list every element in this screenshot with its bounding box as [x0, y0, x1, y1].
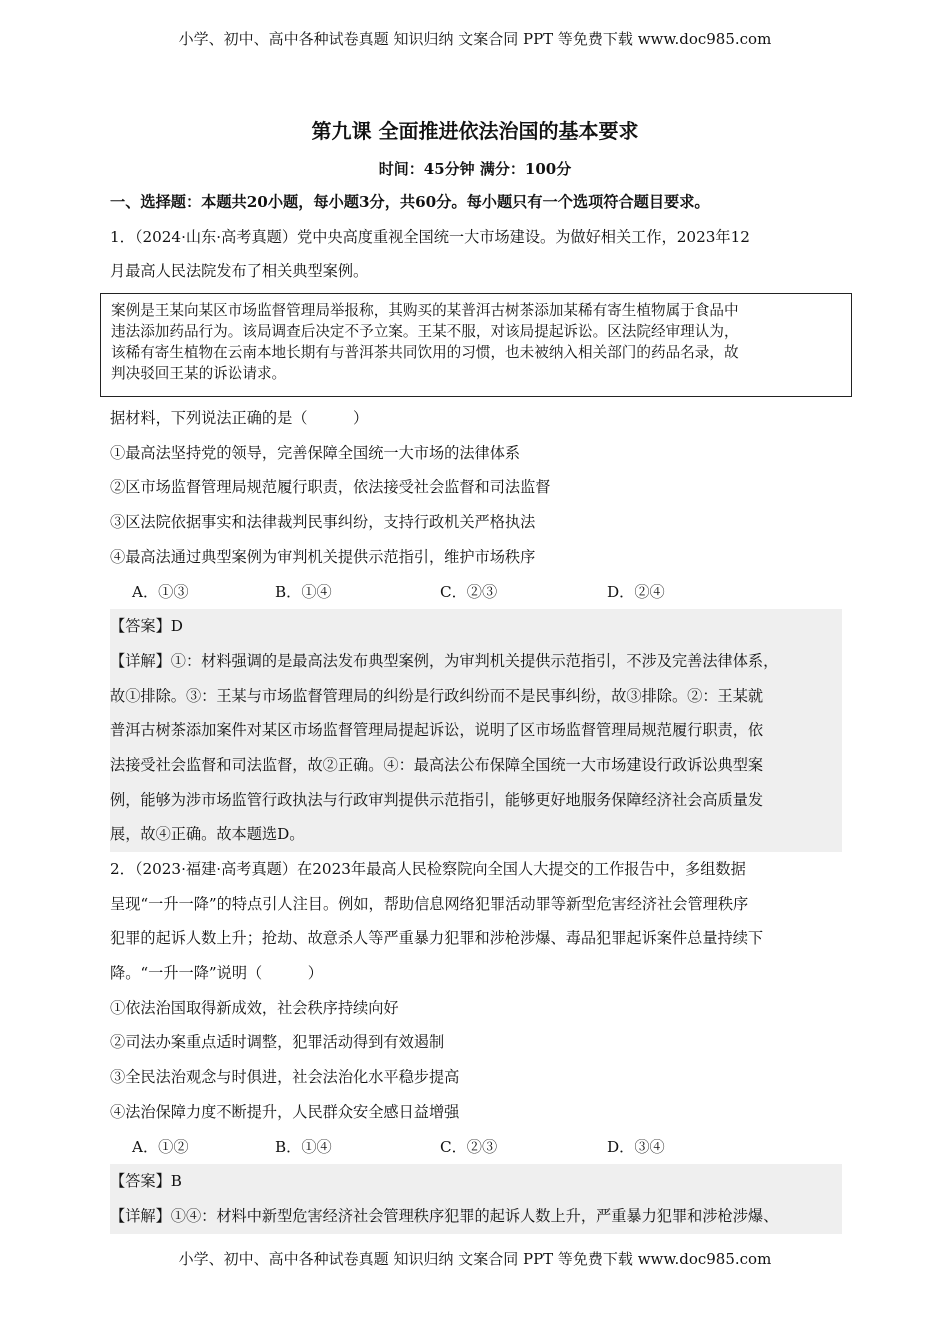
material-line: 案例是王某向某区市场监督管理局举报称，其购买的某普洱古树茶添加某稀有寄生植物属于食品中	[111, 302, 739, 320]
page-footer: 小学、初中、高中各种试卷真题 知识归纳 文案合同 PPT 等免费下载 www.doc985.com	[178, 1250, 772, 1268]
question-stem: 2．（2023·福建·高考真题）在2023年最高人民检察院向全国人大提交的工作报告中，多组数据	[110, 860, 746, 878]
answer-section	[110, 1164, 842, 1233]
question-stem: 1．（2024·山东·高考真题）党中央高度重视全国统一大市场建设。为做好相关工作，2023年12	[110, 227, 750, 246]
option-c: C．②③	[440, 1137, 498, 1156]
answer-options	[110, 575, 842, 610]
answer-section	[110, 609, 842, 852]
statement-item: ③全民法治观念与时俱进，社会法治化水平稳步提高	[110, 1068, 460, 1087]
statement-item: ②司法办案重点适时调整，犯罪活动得到有效遏制	[110, 1033, 445, 1052]
answer-options	[110, 1130, 842, 1165]
question-stem: 月最高人民法院发布了相关典型案例。	[110, 262, 369, 281]
question-stem: 犯罪的起诉人数上升；抢劫、故意杀人等严重暴力犯罪和涉枪涉爆、毒品犯罪起诉案件总量持续下	[110, 929, 764, 948]
option-c: C．②③	[440, 582, 498, 601]
material-line: 该稀有寄生植物在云南本地长期有与普洱茶共同饮用的习惯，也未被纳入相关部门的药品名录，故	[111, 344, 739, 362]
answer: 【答案】B	[110, 1172, 182, 1191]
option-b: B．①④	[275, 582, 332, 601]
detail-line: 展，故④正确。故本题选D。	[110, 825, 305, 844]
question-2	[110, 852, 842, 1234]
detail-line: 故①排除。③：王某与市场监督管理局的纠纷是行政纠纷而不是民事纠纷，故③排除。②：王某就	[110, 686, 764, 705]
statement-item: ②区市场监督管理局规范履行职责，依法接受社会监督和司法监督	[110, 478, 551, 497]
document-body	[110, 185, 842, 1234]
option-b: B．①④	[275, 1137, 332, 1156]
material-box	[100, 293, 852, 397]
answer: 【答案】D	[110, 617, 183, 636]
option-d: D．③④	[607, 1137, 665, 1156]
detail-line: 例，能够为涉市场监管行政执法与行政审判提供示范指引，能够更好地服务保障经济社会高质量发	[110, 790, 764, 809]
question-prompt: 据材料，下列说法正确的是（ ）	[110, 409, 369, 428]
material-line: 违法添加药品行为。该局调查后决定不予立案。王某不服，对该局提起诉讼。区法院经审理认为，	[111, 323, 739, 341]
question-stem: 呈现“一升一降”的特点引人注目。例如，帮助信息网络犯罪活动罪等新型危害经济社会管理秩序	[110, 894, 749, 913]
statement-item: ①依法治国取得新成效，社会秩序持续向好	[110, 998, 399, 1017]
detail-line: 【详解】①④：材料中新型危害经济社会管理秩序犯罪的起诉人数上升，严重暴力犯罪和涉枪涉爆、	[110, 1206, 779, 1225]
detail-line: 【详解】①：材料强调的是最高法发布典型案例，为审判机关提供示范指引，不涉及完善法律体系，	[110, 651, 779, 670]
detail-line: 法接受社会监督和司法监督，故②正确。④：最高法公布保障全国统一大市场建设行政诉讼典型案	[110, 755, 764, 774]
option-a: A．①②	[132, 1137, 189, 1156]
statement-item: ③区法院依据事实和法律裁判民事纠纷，支持行政机关严格执法	[110, 513, 536, 532]
question-1	[110, 220, 842, 852]
page-header: 小学、初中、高中各种试卷真题 知识归纳 文案合同 PPT 等免费下载 www.doc985.com	[178, 30, 772, 48]
statement-item: ①最高法坚持党的领导，完善保障全国统一大市场的法律体系	[110, 443, 521, 462]
statement-item: ④最高法通过典型案例为审判机关提供示范指引，维护市场秩序	[110, 547, 536, 566]
detail-line: 普洱古树茶添加案件对某区市场监督管理局提起诉讼，说明了区市场监督管理局规范履行职责，依	[110, 721, 764, 740]
option-a: A．①③	[132, 582, 189, 601]
exam-meta: 时间：45分钟 满分：100分	[378, 160, 572, 178]
option-d: D．②④	[607, 582, 665, 601]
page-title: 第九课 全面推进依法治国的基本要求	[311, 119, 639, 143]
section-heading: 一、选择题：本题共20小题，每小题3分，共60分。每小题只有一个选项符合题目要求。	[110, 193, 710, 211]
material-line: 判决驳回王某的诉讼请求。	[111, 365, 287, 383]
statement-item: ④法治保障力度不断提升，人民群众安全感日益增强	[110, 1102, 460, 1121]
question-stem: 降。“一升一降”说明（ ）	[110, 964, 323, 983]
